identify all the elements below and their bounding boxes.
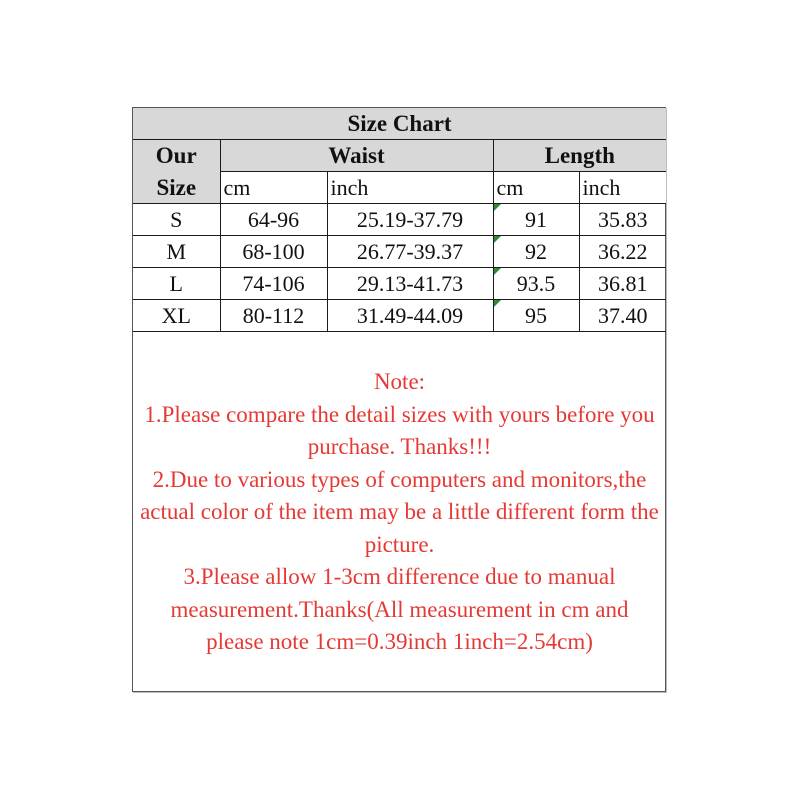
length-cm-cell [493, 300, 579, 332]
header-length-cm: cm [493, 172, 579, 204]
waist-cm-cell: 68-100 [220, 236, 327, 268]
note-item-2: 2.Due to various types of computers and monitors,the actual color of the item may be a little different form the picture. [140, 466, 659, 557]
length-inch-cell: 35.83 [579, 204, 666, 236]
table-row [133, 204, 666, 236]
length-cm-value: 91 [525, 206, 547, 232]
size-chart-sheet [132, 107, 666, 692]
waist-cm-cell: 74-106 [220, 268, 327, 300]
header-length-inch: inch [579, 172, 666, 204]
table-row [133, 236, 666, 268]
table-row [133, 300, 666, 332]
waist-inch-cell: 26.77-39.37 [327, 236, 493, 268]
length-cm-cell [493, 268, 579, 300]
cell-marker-icon [494, 268, 501, 275]
length-cm-value: 93.5 [516, 270, 556, 296]
header-waist-inch: inch [327, 172, 493, 204]
table-row [133, 268, 666, 300]
header-our-size-top: Our [133, 140, 220, 172]
size-chart-table [133, 108, 666, 332]
size-cell: M [133, 236, 220, 268]
note-item-1: 1.Please compare the detail sizes with yours before you purchase. Thanks!!! [144, 401, 655, 459]
header-waist-cm: cm [220, 172, 327, 204]
length-cm-value: 95 [525, 302, 547, 328]
header-our-size-bottom: Size [133, 172, 220, 204]
size-cell: S [133, 204, 220, 236]
waist-cm-cell: 64-96 [220, 204, 327, 236]
header-waist: Waist [220, 140, 493, 172]
note-heading: Note: [373, 369, 426, 394]
chart-title: Size Chart [133, 108, 666, 140]
header-row-1 [133, 140, 666, 172]
size-cell: L [133, 268, 220, 300]
length-cm-cell [493, 236, 579, 268]
cell-marker-icon [494, 300, 501, 307]
length-cm-cell [493, 204, 579, 236]
waist-inch-cell: 31.49-44.09 [327, 300, 493, 332]
header-row-2 [133, 172, 666, 204]
header-length: Length [493, 140, 666, 172]
cell-marker-icon [494, 204, 501, 211]
length-cm-value: 92 [525, 238, 547, 264]
size-cell: XL [133, 300, 220, 332]
title-row [133, 108, 666, 140]
cell-marker-icon [494, 236, 501, 243]
waist-cm-cell: 80-112 [220, 300, 327, 332]
notes-section [133, 366, 666, 659]
length-inch-cell: 36.22 [579, 236, 666, 268]
note-item-3: 3.Please allow 1-3cm difference due to manual measurement.Thanks(All measurement in cm and please note 1cm=0.39inch 1inch=2.54cm) [170, 564, 629, 654]
waist-inch-cell: 25.19-37.79 [327, 204, 493, 236]
length-inch-cell: 37.40 [579, 300, 666, 332]
waist-inch-cell: 29.13-41.73 [327, 268, 493, 300]
length-inch-cell: 36.81 [579, 268, 666, 300]
